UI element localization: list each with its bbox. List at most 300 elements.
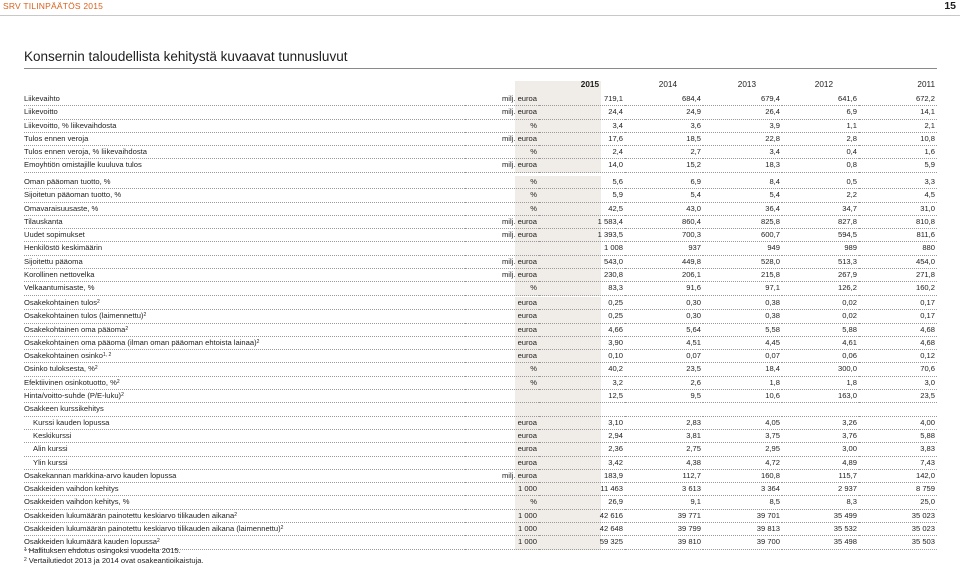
row-label — [24, 416, 465, 429]
row-unit: milj. euroa — [465, 132, 539, 145]
value-cell-2013: 528,0 — [703, 255, 782, 268]
value-cell-2014: 860,4 — [625, 215, 703, 228]
value-cell-2012: 35 498 — [782, 536, 859, 549]
value-cell-2015: 3,10 — [539, 416, 625, 429]
row-label-text: Osinko tuloksesta, % — [24, 364, 95, 374]
value-cell-2013: 1,8 — [703, 376, 782, 389]
value-cell-2013: 0,38 — [703, 310, 782, 323]
value-cell-2011: 35 503 — [859, 536, 937, 549]
row-label — [24, 483, 465, 496]
value-cell-2014: 15,2 — [625, 159, 703, 172]
value-cell-2013: 679,4 — [703, 93, 782, 106]
page-header — [0, 0, 960, 16]
row-label — [24, 93, 465, 106]
value-cell-2011 — [859, 403, 937, 416]
row-label-text: Osakekohtainen oma pääoma (ilman oman pääoman ehtoista lainaa) — [24, 337, 257, 347]
row-label-text: Uudet sopimukset — [24, 230, 85, 240]
value-cell-2014: 9,1 — [625, 496, 703, 509]
table-row — [24, 202, 937, 215]
value-cell-2011: 35 023 — [859, 509, 937, 522]
value-cell-2014: 2,83 — [625, 416, 703, 429]
row-label — [24, 229, 465, 242]
value-cell-2015: 183,9 — [539, 469, 625, 482]
value-cell-2015: 2,94 — [539, 429, 625, 442]
row-unit: 1 000 — [465, 509, 539, 522]
value-cell-2015: 24,4 — [539, 106, 625, 119]
value-cell-2012: 0,02 — [782, 310, 859, 323]
value-cell-2015: 42 616 — [539, 509, 625, 522]
row-label — [24, 215, 465, 228]
value-cell-2014: 3,6 — [625, 119, 703, 132]
value-cell-2011: 14,1 — [859, 106, 937, 119]
value-cell-2013: 160,8 — [703, 469, 782, 482]
value-cell-2015: 3,90 — [539, 336, 625, 349]
table-row — [24, 496, 937, 509]
value-cell-2015: 3,4 — [539, 119, 625, 132]
value-cell-2014: 684,4 — [625, 93, 703, 106]
value-cell-2015: 26,9 — [539, 496, 625, 509]
table-row — [24, 416, 937, 429]
value-cell-2014: 24,9 — [625, 106, 703, 119]
table-row — [24, 350, 937, 363]
row-label-text: Alin kurssi — [33, 444, 68, 454]
value-cell-2012: 1,8 — [782, 376, 859, 389]
value-cell-2011: 142,0 — [859, 469, 937, 482]
row-label — [24, 297, 465, 310]
value-cell-2013: 3,4 — [703, 146, 782, 159]
value-cell-2011: 4,5 — [859, 189, 937, 202]
value-cell-2012: 641,6 — [782, 93, 859, 106]
value-cell-2015: 2,36 — [539, 443, 625, 456]
row-unit: euroa — [465, 323, 539, 336]
row-unit: euroa — [465, 443, 539, 456]
row-label — [24, 255, 465, 268]
row-unit — [465, 390, 539, 403]
value-cell-2014: 5,64 — [625, 323, 703, 336]
row-label — [24, 496, 465, 509]
value-cell-2012: 3,00 — [782, 443, 859, 456]
value-cell-2012: 126,2 — [782, 282, 859, 295]
table-row — [24, 93, 937, 106]
row-label-text: Tilauskanta — [24, 216, 63, 226]
table-row — [24, 483, 937, 496]
row-label-text: Ylin kurssi — [33, 457, 68, 467]
value-cell-2011: 454,0 — [859, 255, 937, 268]
value-cell-2014: 43,0 — [625, 202, 703, 215]
row-label-text: Sijoitetun pääoman tuotto, % — [24, 190, 122, 200]
value-cell-2012: 827,8 — [782, 215, 859, 228]
footnote-text: Vertailutiedot 2013 ja 2014 ovat osakeantioikaistuja. — [28, 556, 204, 565]
value-cell-2011: 810,8 — [859, 215, 937, 228]
row-label-text: Omavaraisuusaste, % — [24, 203, 99, 213]
value-cell-2012: 115,7 — [782, 469, 859, 482]
row-label-text: Osakekohtainen tulos — [24, 298, 98, 307]
value-cell-2013: 4,05 — [703, 416, 782, 429]
table-row — [24, 297, 937, 310]
value-cell-2012: 267,9 — [782, 269, 859, 282]
row-label-text: Hinta/voitto-suhde (P/E-luku) — [24, 391, 122, 401]
row-label — [24, 176, 465, 189]
value-cell-2012: 34,7 — [782, 202, 859, 215]
footnote-ref: 2 — [143, 312, 147, 319]
table-row — [24, 282, 937, 295]
table-row — [24, 363, 937, 376]
row-label — [24, 376, 465, 389]
value-cell-2011: 25,0 — [859, 496, 937, 509]
row-label-text: Osakekohtainen tulos (laimennettu) — [24, 311, 144, 321]
value-cell-2011: 811,6 — [859, 229, 937, 242]
value-cell-2011: 1,6 — [859, 146, 937, 159]
row-unit — [465, 242, 539, 255]
value-cell-2015: 0,10 — [539, 350, 625, 363]
footnote-ref: 2 — [94, 365, 98, 372]
value-cell-2012: 2 937 — [782, 483, 859, 496]
value-cell-2015: 5,6 — [539, 176, 625, 189]
value-cell-2014: 23,5 — [625, 363, 703, 376]
value-cell-2014: 700,3 — [625, 229, 703, 242]
row-unit: 1 000 — [465, 523, 539, 536]
value-cell-2013: 825,8 — [703, 215, 782, 228]
value-cell-2011: 10,8 — [859, 132, 937, 145]
section-title: Konsernin taloudellista kehitystä kuvaavat tunnusluvut — [24, 49, 348, 64]
value-cell-2012: 3,26 — [782, 416, 859, 429]
row-label — [24, 269, 465, 282]
value-cell-2015: 230,8 — [539, 269, 625, 282]
row-label — [24, 310, 465, 323]
footnote-ref: 2 — [234, 511, 237, 518]
footnote-marker: 1 — [24, 547, 27, 553]
value-cell-2014: 3,81 — [625, 429, 703, 442]
year-header: 2013 — [737, 80, 756, 89]
value-cell-2013: 97,1 — [703, 282, 782, 295]
value-cell-2014: 206,1 — [625, 269, 703, 282]
value-cell-2014: 18,5 — [625, 132, 703, 145]
value-cell-2011: 35 023 — [859, 523, 937, 536]
row-unit: 1 000 — [465, 536, 539, 549]
report-title: SRV TILINPÄÄTÖS 2015 — [3, 1, 104, 11]
table-row — [24, 376, 937, 389]
value-cell-2014: 39 771 — [625, 509, 703, 522]
row-label — [24, 119, 465, 132]
table-row — [24, 229, 937, 242]
value-cell-2014: 9,5 — [625, 390, 703, 403]
row-unit — [465, 403, 539, 416]
row-unit: euroa — [465, 416, 539, 429]
value-cell-2011: 3,3 — [859, 176, 937, 189]
row-unit: % — [465, 119, 539, 132]
value-cell-2011: 3,0 — [859, 376, 937, 389]
value-cell-2011: 0,17 — [859, 297, 937, 310]
value-cell-2014: 0,30 — [625, 297, 703, 310]
value-cell-2012: 6,9 — [782, 106, 859, 119]
footnote-ref: 2 — [125, 325, 129, 332]
value-cell-2012: 35 499 — [782, 509, 859, 522]
value-cell-2011: 7,43 — [859, 456, 937, 469]
row-unit: milj. euroa — [465, 255, 539, 268]
value-cell-2014: 91,6 — [625, 282, 703, 295]
value-cell-2014: 3 613 — [625, 483, 703, 496]
table-row — [24, 269, 937, 282]
value-cell-2015: 17,6 — [539, 132, 625, 145]
value-cell-2015: 40,2 — [539, 363, 625, 376]
row-label-text: Efektiivinen osinkotuotto, % — [24, 377, 117, 387]
value-cell-2012: 163,0 — [782, 390, 859, 403]
value-cell-2013: 3 364 — [703, 483, 782, 496]
value-cell-2012: 2,8 — [782, 132, 859, 145]
row-unit: % — [465, 176, 539, 189]
row-unit: % — [465, 282, 539, 295]
table-row — [24, 242, 937, 255]
value-cell-2015: 11 463 — [539, 483, 625, 496]
table-row — [24, 336, 937, 349]
row-label — [24, 363, 465, 376]
row-label — [24, 336, 465, 349]
header-divider — [0, 15, 960, 16]
table-row — [24, 146, 937, 159]
value-cell-2011: 672,2 — [859, 93, 937, 106]
row-unit: milj. euroa — [465, 215, 539, 228]
value-cell-2012: 513,3 — [782, 255, 859, 268]
table-row — [24, 429, 937, 442]
value-cell-2012: 0,5 — [782, 176, 859, 189]
value-cell-2014: 5,4 — [625, 189, 703, 202]
footnote-ref: 1, 2 — [102, 352, 112, 359]
footnote — [24, 546, 204, 556]
row-label-text: Liikevaihto — [24, 94, 60, 103]
value-cell-2013: 3,9 — [703, 119, 782, 132]
row-unit: euroa — [465, 350, 539, 363]
year-header-row — [0, 80, 960, 92]
value-cell-2013: 22,8 — [703, 132, 782, 145]
value-cell-2012: 5,88 — [782, 323, 859, 336]
row-label — [24, 242, 465, 255]
value-cell-2014: 4,38 — [625, 456, 703, 469]
row-unit: milj. euroa — [465, 159, 539, 172]
row-label-text: Osakekannan markkina-arvo kauden lopussa — [24, 470, 177, 480]
page-number: 15 — [944, 0, 956, 12]
row-label — [24, 443, 465, 456]
value-cell-2014: 112,7 — [625, 469, 703, 482]
footnote-ref: 2 — [121, 392, 124, 399]
row-label — [24, 132, 465, 145]
row-unit: % — [465, 376, 539, 389]
year-header: 2014 — [658, 80, 677, 89]
value-cell-2013: 18,4 — [703, 363, 782, 376]
table-row — [24, 469, 937, 482]
row-label — [24, 429, 465, 442]
value-cell-2015: 1 583,4 — [539, 215, 625, 228]
value-cell-2012: 35 532 — [782, 523, 859, 536]
value-cell-2015: 12,5 — [539, 390, 625, 403]
table-row — [24, 403, 937, 416]
value-cell-2014: 449,8 — [625, 255, 703, 268]
value-cell-2014: 2,7 — [625, 146, 703, 159]
value-cell-2013: 4,72 — [703, 456, 782, 469]
footnote-ref: 2 — [97, 299, 100, 305]
footnote-ref: 2 — [280, 525, 284, 532]
row-unit: milj. euroa — [465, 106, 539, 119]
value-cell-2013: 39 701 — [703, 509, 782, 522]
value-cell-2015: 14,0 — [539, 159, 625, 172]
row-unit: milj. euroa — [465, 269, 539, 282]
value-cell-2013: 2,95 — [703, 443, 782, 456]
value-cell-2015: 0,25 — [539, 297, 625, 310]
table-row — [24, 189, 937, 202]
value-cell-2013: 8,4 — [703, 176, 782, 189]
row-label — [24, 189, 465, 202]
value-cell-2013: 10,6 — [703, 390, 782, 403]
row-label — [24, 350, 465, 363]
row-label — [24, 146, 465, 159]
value-cell-2015: 3,42 — [539, 456, 625, 469]
value-cell-2015: 59 325 — [539, 536, 625, 549]
table-row — [24, 443, 937, 456]
row-label — [24, 403, 465, 416]
row-label — [24, 323, 465, 336]
key-figures-table-share — [24, 297, 937, 550]
value-cell-2014: 937 — [625, 242, 703, 255]
row-unit: euroa — [465, 297, 539, 310]
row-unit: % — [465, 363, 539, 376]
row-label-text: Tulos ennen veroja, % liikevaihdosta — [24, 147, 147, 157]
table-row — [24, 106, 937, 119]
value-cell-2013 — [703, 403, 782, 416]
row-label-text: Osakkeiden vaihdon kehitys — [24, 484, 119, 494]
row-label-text: Keskikurssi — [33, 430, 72, 440]
value-cell-2015: 42 648 — [539, 523, 625, 536]
table-row — [24, 323, 937, 336]
value-cell-2012: 300,0 — [782, 363, 859, 376]
footnote-marker: 2 — [24, 557, 27, 563]
value-cell-2011: 4,00 — [859, 416, 937, 429]
row-label-text: Kurssi kauden lopussa — [33, 417, 110, 427]
key-figures-table-balance — [24, 176, 937, 296]
value-cell-2014: 4,51 — [625, 336, 703, 349]
footnote-text: Hallituksen ehdotus osingoksi vuodelta 2015. — [28, 546, 181, 555]
row-label-text: Osakkeiden vaihdon kehitys, % — [24, 497, 130, 507]
row-unit: euroa — [465, 336, 539, 349]
row-unit: milj. euroa — [465, 93, 539, 106]
value-cell-2013: 26,4 — [703, 106, 782, 119]
year-header: 2011 — [917, 80, 935, 89]
value-cell-2011: 4,68 — [859, 323, 937, 336]
footnote-ref: 2 — [156, 538, 160, 545]
row-unit: 1 000 — [465, 483, 539, 496]
row-label — [24, 159, 465, 172]
row-label-text: Osakkeiden lukumäärän painotettu keskiarvo tilikauden aikana — [24, 510, 235, 520]
value-cell-2011: 23,5 — [859, 390, 937, 403]
table-row — [24, 159, 937, 172]
value-cell-2013: 5,58 — [703, 323, 782, 336]
row-label-text: Emoyhtiön omistajille kuuluva tulos — [24, 160, 142, 170]
row-label-text: Osakekohtainen osinko — [24, 351, 103, 361]
value-cell-2012: 3,76 — [782, 429, 859, 442]
value-cell-2014: 6,9 — [625, 176, 703, 189]
row-label-text: Oman pääoman tuotto, % — [24, 177, 111, 186]
row-unit: milj. euroa — [465, 229, 539, 242]
value-cell-2011: 70,6 — [859, 363, 937, 376]
row-label — [24, 202, 465, 215]
value-cell-2012 — [782, 403, 859, 416]
row-unit: % — [465, 202, 539, 215]
table-row — [24, 215, 937, 228]
value-cell-2015: 543,0 — [539, 255, 625, 268]
row-label-text: Tulos ennen veroja — [24, 133, 89, 143]
value-cell-2011: 3,83 — [859, 443, 937, 456]
value-cell-2013: 39 813 — [703, 523, 782, 536]
footnote-ref: 2 — [116, 378, 120, 385]
value-cell-2012: 1,1 — [782, 119, 859, 132]
value-cell-2014: 39 810 — [625, 536, 703, 549]
value-cell-2015: 1 393,5 — [539, 229, 625, 242]
value-cell-2014: 0,30 — [625, 310, 703, 323]
value-cell-2012: 2,2 — [782, 189, 859, 202]
key-figures-table-income — [24, 93, 937, 173]
value-cell-2011: 0,17 — [859, 310, 937, 323]
value-cell-2013: 3,75 — [703, 429, 782, 442]
value-cell-2012: 4,89 — [782, 456, 859, 469]
row-label — [24, 282, 465, 295]
value-cell-2013: 8,5 — [703, 496, 782, 509]
value-cell-2013: 600,7 — [703, 229, 782, 242]
value-cell-2012: 0,4 — [782, 146, 859, 159]
value-cell-2011: 160,2 — [859, 282, 937, 295]
value-cell-2015: 3,2 — [539, 376, 625, 389]
value-cell-2011: 2,1 — [859, 119, 937, 132]
row-unit: milj. euroa — [465, 469, 539, 482]
value-cell-2011: 880 — [859, 242, 937, 255]
value-cell-2011: 5,9 — [859, 159, 937, 172]
value-cell-2011: 8 759 — [859, 483, 937, 496]
year-header: 2012 — [814, 80, 833, 89]
row-unit: % — [465, 146, 539, 159]
value-cell-2014: 2,75 — [625, 443, 703, 456]
table-row — [24, 176, 937, 189]
value-cell-2015: 719,1 — [539, 93, 625, 106]
row-label-text: Osakkeen kurssikehitys — [24, 404, 104, 414]
row-label — [24, 469, 465, 482]
row-label — [24, 523, 465, 536]
value-cell-2013: 215,8 — [703, 269, 782, 282]
row-label-text: Liikevoitto — [24, 107, 58, 117]
value-cell-2015: 42,5 — [539, 202, 625, 215]
value-cell-2012: 0,02 — [782, 297, 859, 310]
row-unit: % — [465, 496, 539, 509]
table-row — [24, 390, 937, 403]
value-cell-2013: 0,07 — [703, 350, 782, 363]
value-cell-2012: 8,3 — [782, 496, 859, 509]
value-cell-2015: 1 008 — [539, 242, 625, 255]
value-cell-2013: 949 — [703, 242, 782, 255]
row-label-text: Henkilöstö keskimäärin — [24, 243, 103, 253]
table-row — [24, 119, 937, 132]
row-unit: euroa — [465, 429, 539, 442]
value-cell-2015: 83,3 — [539, 282, 625, 295]
value-cell-2013: 36,4 — [703, 202, 782, 215]
footnote — [24, 556, 204, 566]
value-cell-2015: 5,9 — [539, 189, 625, 202]
value-cell-2015: 0,25 — [539, 310, 625, 323]
footnotes — [24, 546, 204, 566]
value-cell-2011: 271,8 — [859, 269, 937, 282]
value-cell-2011: 4,68 — [859, 336, 937, 349]
row-label — [24, 390, 465, 403]
value-cell-2015 — [539, 403, 625, 416]
row-label — [24, 509, 465, 522]
value-cell-2014: 0,07 — [625, 350, 703, 363]
row-label — [24, 456, 465, 469]
value-cell-2011: 0,12 — [859, 350, 937, 363]
